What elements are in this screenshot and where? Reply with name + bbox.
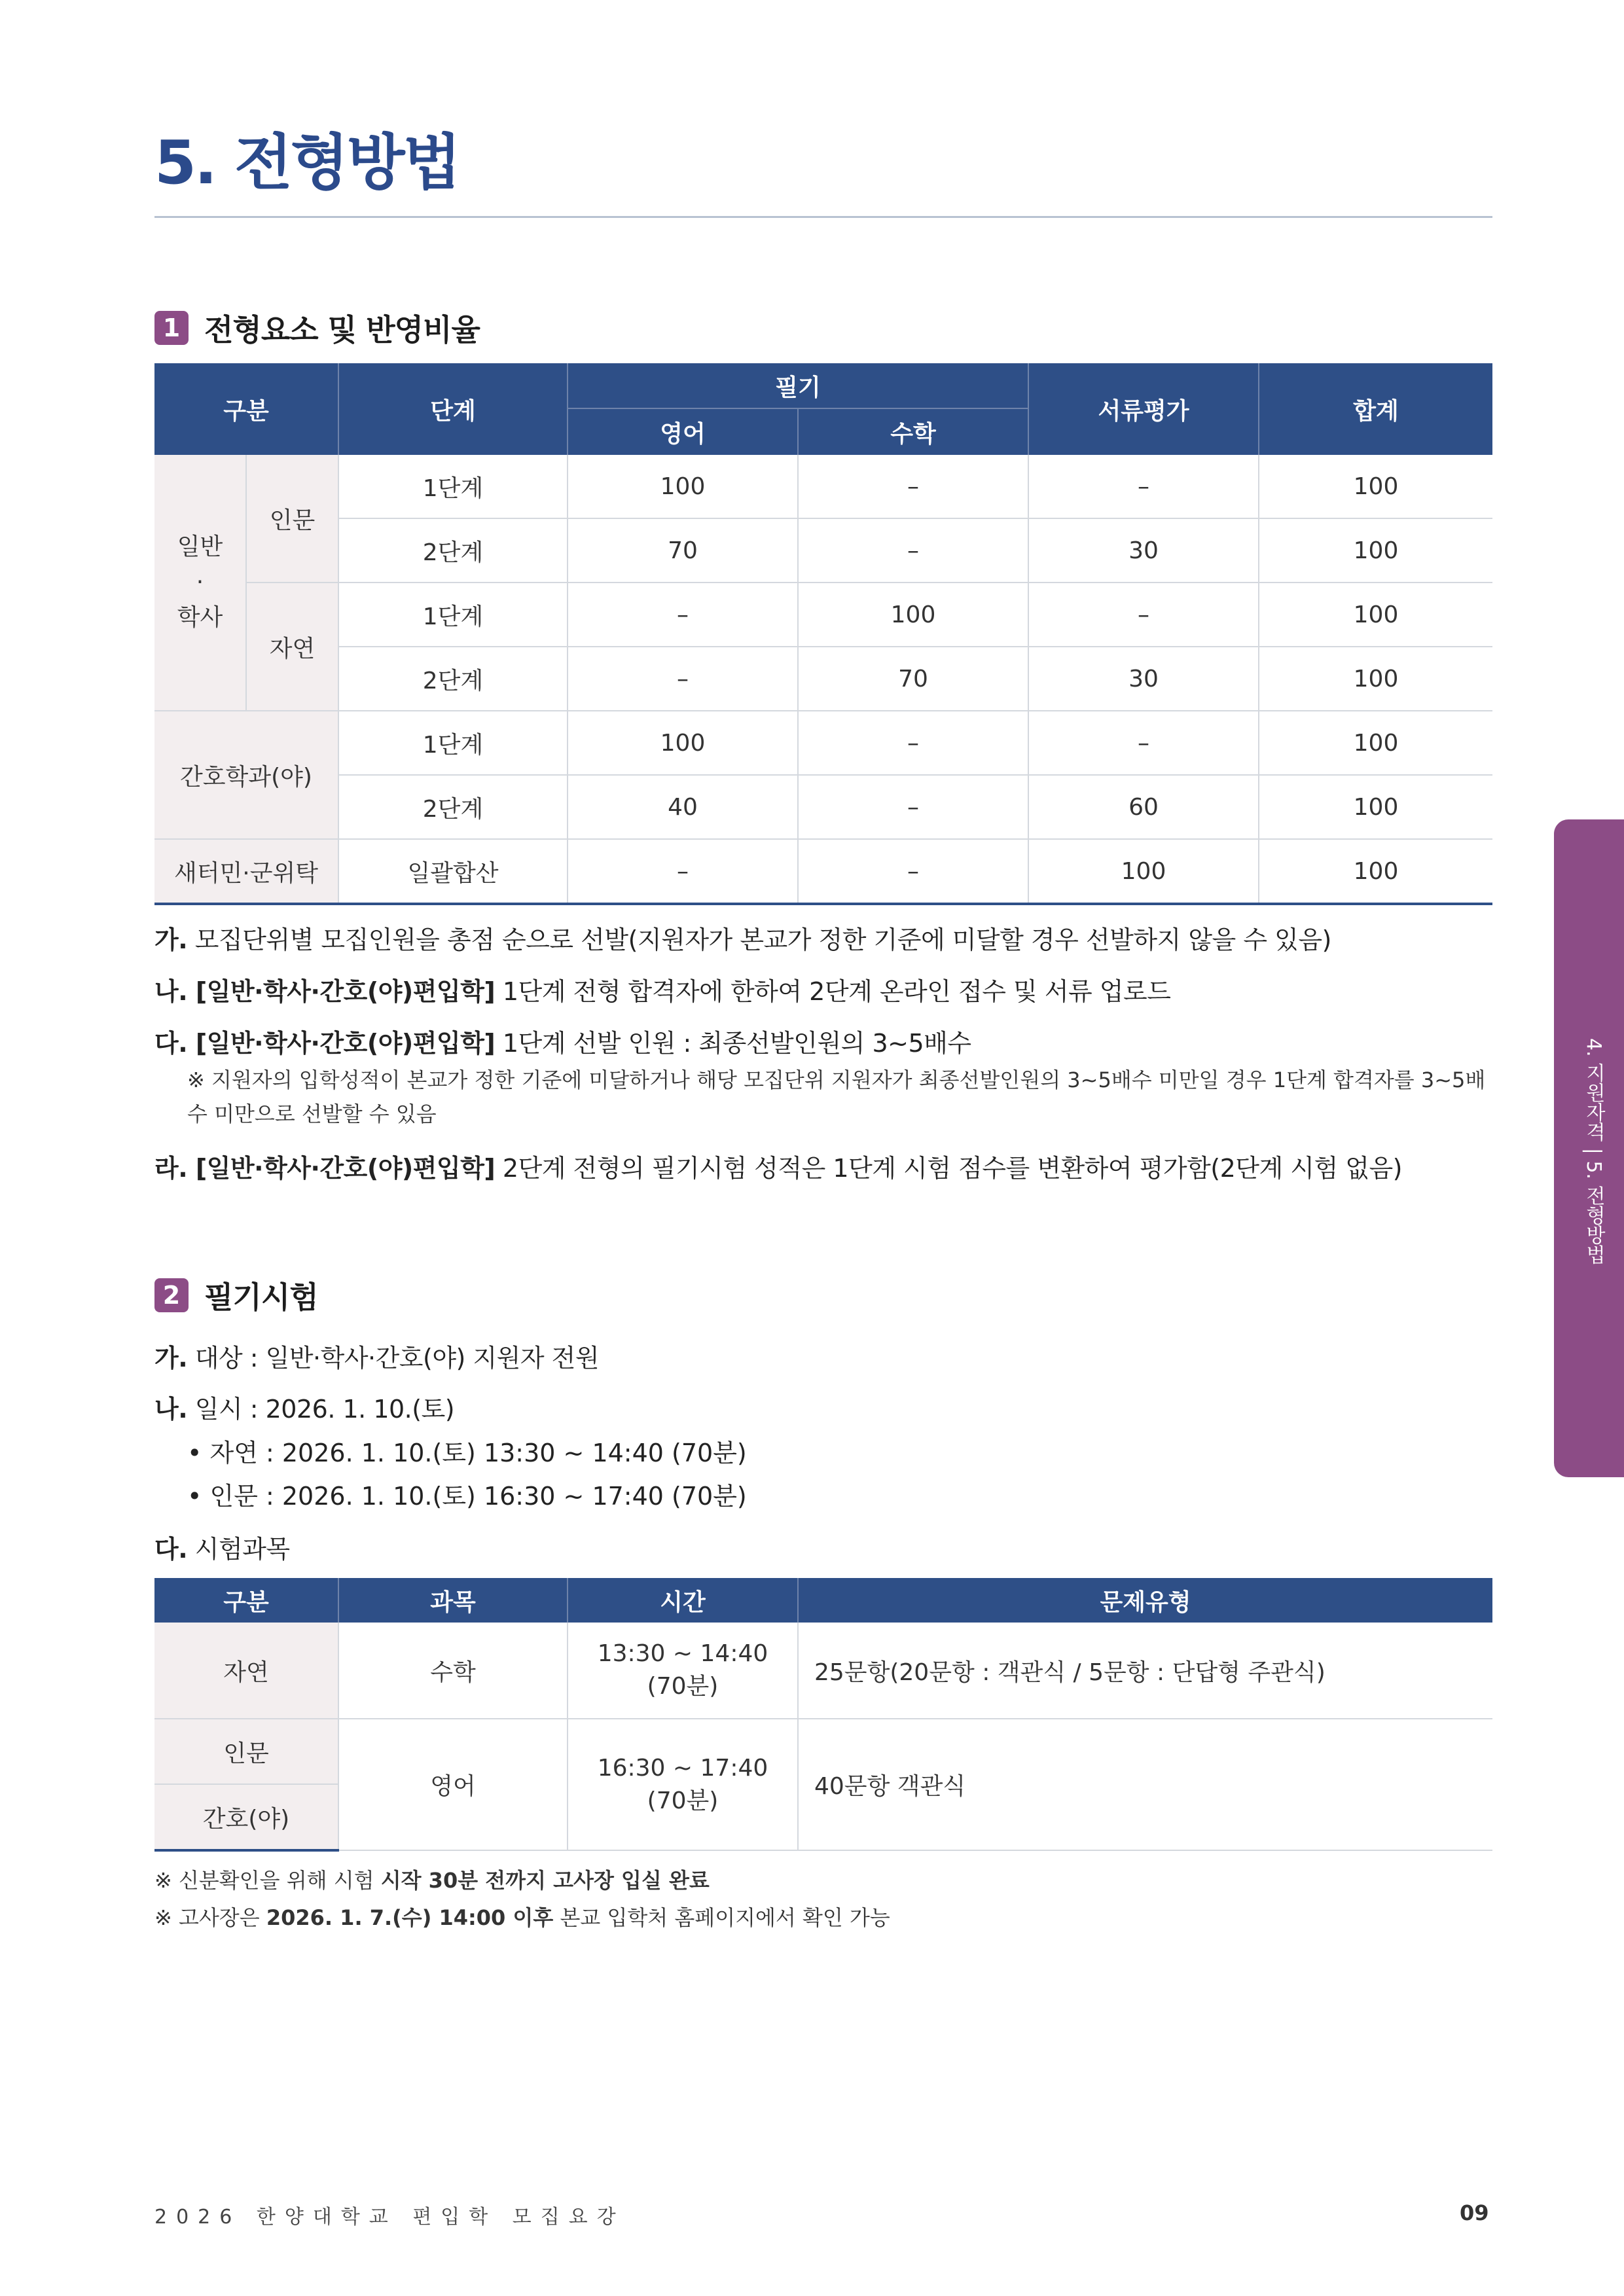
exam-note-id-check (154, 1864, 710, 1894)
page-number: 09 (1460, 2200, 1489, 2225)
stage-cell: 2단계 (338, 647, 568, 711)
header-stage: 단계 (338, 363, 568, 455)
time-range: 13:30 ~ 14:40 (597, 1640, 768, 1667)
note-text: 1단계 선발 인원 : 최종선발인원의 3~5배수 (495, 1029, 971, 1058)
total-cell: 100 (1259, 839, 1492, 904)
note-text: 시험과목 (187, 1535, 290, 1564)
time-cell (568, 1623, 798, 1719)
section-2-heading (154, 1274, 318, 1317)
math-cell: – (798, 775, 1028, 839)
table-row (154, 839, 1492, 904)
track-humanities-label: 인문 (246, 455, 338, 583)
total-cell: 100 (1259, 518, 1492, 583)
group-general-label: 일반 · 학사 (154, 455, 246, 711)
math-cell: 100 (798, 583, 1028, 647)
group-nursing-label: 간호학과(야) (154, 711, 338, 839)
question-type-cell: 25문항(20문항 : 객관식 / 5문항 : 단답형 주관식) (798, 1623, 1492, 1719)
documents-cell: – (1028, 711, 1259, 775)
note-label: 다. (154, 1535, 188, 1564)
header-english: 영어 (568, 408, 798, 455)
exam-subjects-heading (154, 1529, 290, 1565)
header-category: 구분 (154, 363, 338, 455)
time-range: 16:30 ~ 17:40 (597, 1754, 768, 1782)
section-number-badge: 2 (154, 1278, 189, 1312)
category-cell: 인문 (154, 1719, 338, 1784)
stage-cell: 1단계 (338, 711, 568, 775)
page-title: 5. 전형방법 (154, 128, 460, 198)
note-emphasis: 2026. 1. 7.(수) 14:00 이후 (266, 1905, 554, 1930)
stage-cell: 1단계 (338, 583, 568, 647)
stage-cell: 2단계 (338, 775, 568, 839)
english-cell: – (568, 839, 798, 904)
note-label: 가. (154, 925, 188, 954)
note-label: 다. [일반·학사·간호(야)편입학] (154, 1029, 496, 1058)
section-title: 필기시험 (204, 1280, 318, 1315)
total-cell: 100 (1259, 583, 1492, 647)
documents-cell: 30 (1028, 518, 1259, 583)
category-cell: 간호(야) (154, 1784, 338, 1850)
table-row (154, 583, 1492, 647)
stage-cell: 2단계 (338, 518, 568, 583)
time-duration: (70분) (647, 1787, 719, 1814)
header-subject: 과목 (338, 1578, 568, 1623)
header-category: 구분 (154, 1578, 338, 1623)
exam-note-venue (154, 1901, 890, 1931)
section-title: 전형요소 및 반영비율 (204, 312, 480, 348)
table-row (154, 455, 1492, 518)
track-science-label: 자연 (246, 583, 338, 711)
note-text: ※ 고사장은 (154, 1905, 266, 1930)
note-label: 가. (154, 1344, 188, 1372)
note-da (154, 1023, 971, 1059)
documents-cell: – (1028, 455, 1259, 518)
total-cell: 100 (1259, 455, 1492, 518)
note-label: 나. (154, 1395, 188, 1424)
table-row (154, 1719, 1492, 1784)
math-cell: – (798, 711, 1028, 775)
exam-subjects-table (154, 1578, 1492, 1852)
documents-cell: 60 (1028, 775, 1259, 839)
stage-cell: 1단계 (338, 455, 568, 518)
note-label: 라. [일반·학사·간호(야)편입학] (154, 1154, 496, 1183)
table-row (154, 518, 1492, 583)
table-row (154, 711, 1492, 775)
math-cell: – (798, 518, 1028, 583)
total-cell: 100 (1259, 711, 1492, 775)
math-cell: – (798, 455, 1028, 518)
english-cell: – (568, 583, 798, 647)
header-math: 수학 (798, 408, 1028, 455)
documents-cell: 100 (1028, 839, 1259, 904)
english-cell: 100 (568, 455, 798, 518)
note-text: 2단계 전형의 필기시험 성적은 1단계 시험 점수를 변환하여 평가함(2단계 시험 없음) (495, 1154, 1403, 1183)
table-row (154, 647, 1492, 711)
section-number-badge: 1 (154, 311, 189, 345)
exam-date (154, 1389, 454, 1425)
selection-ratio-table (154, 363, 1492, 905)
group-special-label: 새터민·군위탁 (154, 839, 338, 904)
english-cell: – (568, 647, 798, 711)
exam-schedule-humanities: • 인문 : 2026. 1. 10.(토) 16:30 ~ 17:40 (70분) (187, 1482, 747, 1511)
table-row (154, 1623, 1492, 1719)
english-cell: 40 (568, 775, 798, 839)
time-duration: (70분) (647, 1673, 719, 1700)
note-text: ※ 신분확인을 위해 시험 (154, 1868, 381, 1893)
note-text: 대상 : 일반·학사·간호(야) 지원자 전원 (187, 1344, 600, 1372)
note-na (154, 971, 1170, 1007)
section-1-heading (154, 306, 480, 350)
header-total: 합계 (1259, 363, 1492, 455)
exam-schedule-science: • 자연 : 2026. 1. 10.(토) 13:30 ~ 14:40 (70분) (187, 1439, 747, 1467)
english-cell: 100 (568, 711, 798, 775)
english-cell: 70 (568, 518, 798, 583)
stage-cell: 일괄합산 (338, 839, 568, 904)
note-text: 본교 입학처 홈페이지에서 확인 가능 (553, 1905, 890, 1930)
total-cell: 100 (1259, 647, 1492, 711)
header-time: 시간 (568, 1578, 798, 1623)
question-type-cell: 40문항 객관식 (798, 1719, 1492, 1850)
note-ga (154, 920, 1331, 956)
subject-cell: 수학 (338, 1623, 568, 1719)
math-cell: – (798, 839, 1028, 904)
documents-cell: – (1028, 583, 1259, 647)
footer-document-title: 2026 한양대학교 편입학 모집요강 (154, 2206, 625, 2229)
note-label: 나. [일반·학사·간호(야)편입학] (154, 977, 496, 1006)
note-da-subnote: ※ 지원자의 입학성적이 본교가 정한 기준에 미달하거나 해당 모집단위 지원자가 최종선발인원의 3~5배수 미만일 경우 1단계 합격자를 3~5배수 미만으로 선발할 수 있음 (187, 1067, 1486, 1126)
time-cell (568, 1719, 798, 1850)
category-cell: 자연 (154, 1623, 338, 1719)
header-question-type: 문제유형 (798, 1578, 1492, 1623)
title-divider (154, 216, 1492, 218)
exam-target (154, 1338, 599, 1374)
subject-cell: 영어 (338, 1719, 568, 1850)
side-chapter-label: 4. 지원자격 | 5. 전형방법 (1582, 1038, 1605, 1265)
note-text: 모집단위별 모집인원을 총점 순으로 선발(지원자가 본교가 정한 기준에 미달할 경우 선발하지 않을 수 있음) (187, 925, 1331, 954)
documents-cell: 30 (1028, 647, 1259, 711)
note-text: 1단계 전형 합격자에 한하여 2단계 온라인 접수 및 서류 업로드 (495, 977, 1171, 1006)
note-text: 일시 : 2026. 1. 10.(토) (187, 1395, 455, 1424)
header-documents: 서류평가 (1028, 363, 1259, 455)
header-written: 필기 (568, 363, 1028, 408)
math-cell: 70 (798, 647, 1028, 711)
note-emphasis: 시작 30분 전까지 고사장 입실 완료 (380, 1868, 710, 1893)
table-row (154, 775, 1492, 839)
note-ra (154, 1148, 1402, 1184)
total-cell: 100 (1259, 775, 1492, 839)
